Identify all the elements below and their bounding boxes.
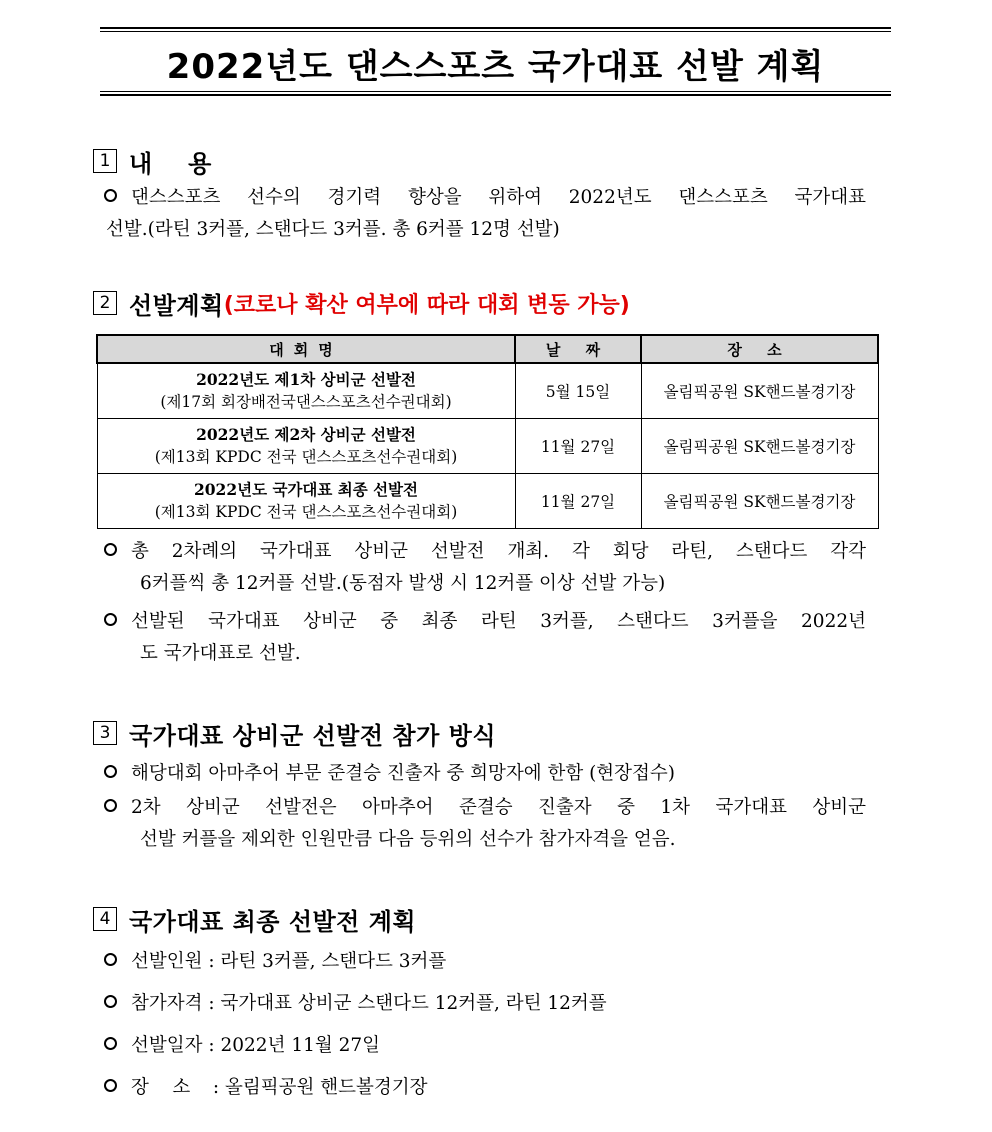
section-1-heading (93, 145, 212, 177)
info-key: 선발인원 (131, 951, 203, 972)
page-title: 2022년도 댄스스포츠 국가대표 선발 계획 (166, 47, 825, 87)
place-cell: 올림픽공원 SK핸드볼경기장 (641, 419, 878, 474)
info-item: 장 소 : 올림픽공원 핸드볼경기장 (104, 1072, 427, 1104)
table-header: 장 소 (641, 335, 878, 363)
section-note: (코로나 확산 여부에 따라 대회 변동 가능) (223, 292, 630, 318)
date-cell: 11월 27일 (515, 474, 641, 529)
bullet-item: 총 2차례의 국가대표 상비군 선발전 개최. 각 회당 라틴, 스탠다드 각각 6커플씩 총 12커플 선발.(동점자 발생 시 12커플 이상 선발 가능) (104, 536, 866, 600)
bullet-item: 해당대회 아마추어 부문 준결승 진출자 중 희망자에 한함 (현장접수) (104, 758, 866, 790)
bullet-circle-icon (104, 1037, 117, 1050)
bullet-item: 선발된 국가대표 상비군 중 최종 라틴 3커플, 스탠다드 3커플을 2022년 도 국가대표로 선발. (104, 606, 866, 670)
section-3-heading (93, 717, 496, 749)
event-name: 2022년도 제2차 상비군 선발전 (196, 425, 416, 444)
event-sub: (제17회 회장배전국댄스스포츠선수권대회) (160, 393, 452, 411)
date-cell: 11월 27일 (515, 419, 641, 474)
info-item: 참가자격 : 국가대표 상비군 스탠다드 12커플, 라틴 12커플 (104, 988, 607, 1020)
title-rule-bottom-inner (100, 91, 891, 92)
table-row (97, 363, 878, 419)
info-item: 선발일자 : 2022년 11월 27일 (104, 1030, 380, 1062)
title-box (100, 27, 891, 96)
section-number: 1 (93, 149, 117, 173)
bullet-circle-icon (104, 189, 117, 202)
bullet-circle-icon (104, 995, 117, 1008)
event-sub: (제13회 KPDC 전국 댄스스포츠선수권대회) (154, 503, 458, 521)
info-key: 장 소 (131, 1077, 191, 1098)
info-key: 참가자격 (131, 993, 203, 1014)
section-label: 선발계획 (129, 291, 224, 320)
date-cell: 5월 15일 (515, 363, 641, 419)
event-sub: (제13회 KPDC 전국 댄스스포츠선수권대회) (154, 448, 458, 466)
place-cell: 올림픽공원 SK핸드볼경기장 (641, 474, 878, 529)
section-4-heading (93, 903, 416, 935)
table-row (97, 474, 878, 529)
bullet-circle-icon (104, 543, 117, 556)
table-header: 날 짜 (515, 335, 641, 363)
bullet-circle-icon (104, 1079, 117, 1092)
bullet-circle-icon (104, 953, 117, 966)
place-cell: 올림픽공원 SK핸드볼경기장 (641, 363, 878, 419)
title-rule-bottom (100, 94, 891, 96)
title-rule-top (100, 27, 891, 29)
table-row (97, 419, 878, 474)
info-value: 국가대표 상비군 스탠다드 12커플, 라틴 12커플 (220, 993, 607, 1014)
bullet-circle-icon (104, 613, 117, 626)
section-label: 내 용 (129, 149, 212, 178)
info-value: 라틴 3커플, 스탠다드 3커플 (220, 951, 447, 972)
section-number: 3 (93, 721, 117, 745)
event-cell (97, 363, 515, 419)
section-number: 2 (93, 291, 117, 315)
schedule-table (96, 334, 879, 529)
info-item: 선발인원 : 라틴 3커플, 스탠다드 3커플 (104, 946, 446, 978)
bullet-item: 댄스스포츠 선수의 경기력 향상을 위하여 2022년도 댄스스포츠 국가대표 선발.(라틴 3커플, 스탠다드 3커플. 총 6커플 12명 선발) (106, 187, 866, 240)
event-cell (97, 419, 515, 474)
info-value: 올림픽공원 핸드볼경기장 (225, 1077, 428, 1098)
title-rule-top-inner (100, 31, 891, 32)
info-value: 2022년 11월 27일 (220, 1035, 381, 1056)
table-header: 대회명 (97, 335, 515, 363)
event-name: 2022년도 국가대표 최종 선발전 (193, 480, 419, 499)
section-2-heading (93, 287, 630, 319)
section-label: 국가대표 최종 선발전 계획 (129, 907, 417, 936)
bullet-circle-icon (104, 765, 117, 778)
event-cell (97, 474, 515, 529)
section-number: 4 (93, 907, 117, 931)
event-name: 2022년도 제1차 상비군 선발전 (196, 370, 416, 389)
bullet-circle-icon (104, 799, 117, 812)
info-key: 선발일자 (131, 1035, 203, 1056)
section-label: 국가대표 상비군 선발전 참가 방식 (129, 721, 496, 750)
table-header-row (97, 335, 878, 363)
bullet-item: 2차 상비군 선발전은 아마추어 준결승 진출자 중 1차 국가대표 상비군 선발 커플을 제외한 인원만큼 다음 등위의 선수가 참가자격을 얻음. (104, 792, 866, 856)
